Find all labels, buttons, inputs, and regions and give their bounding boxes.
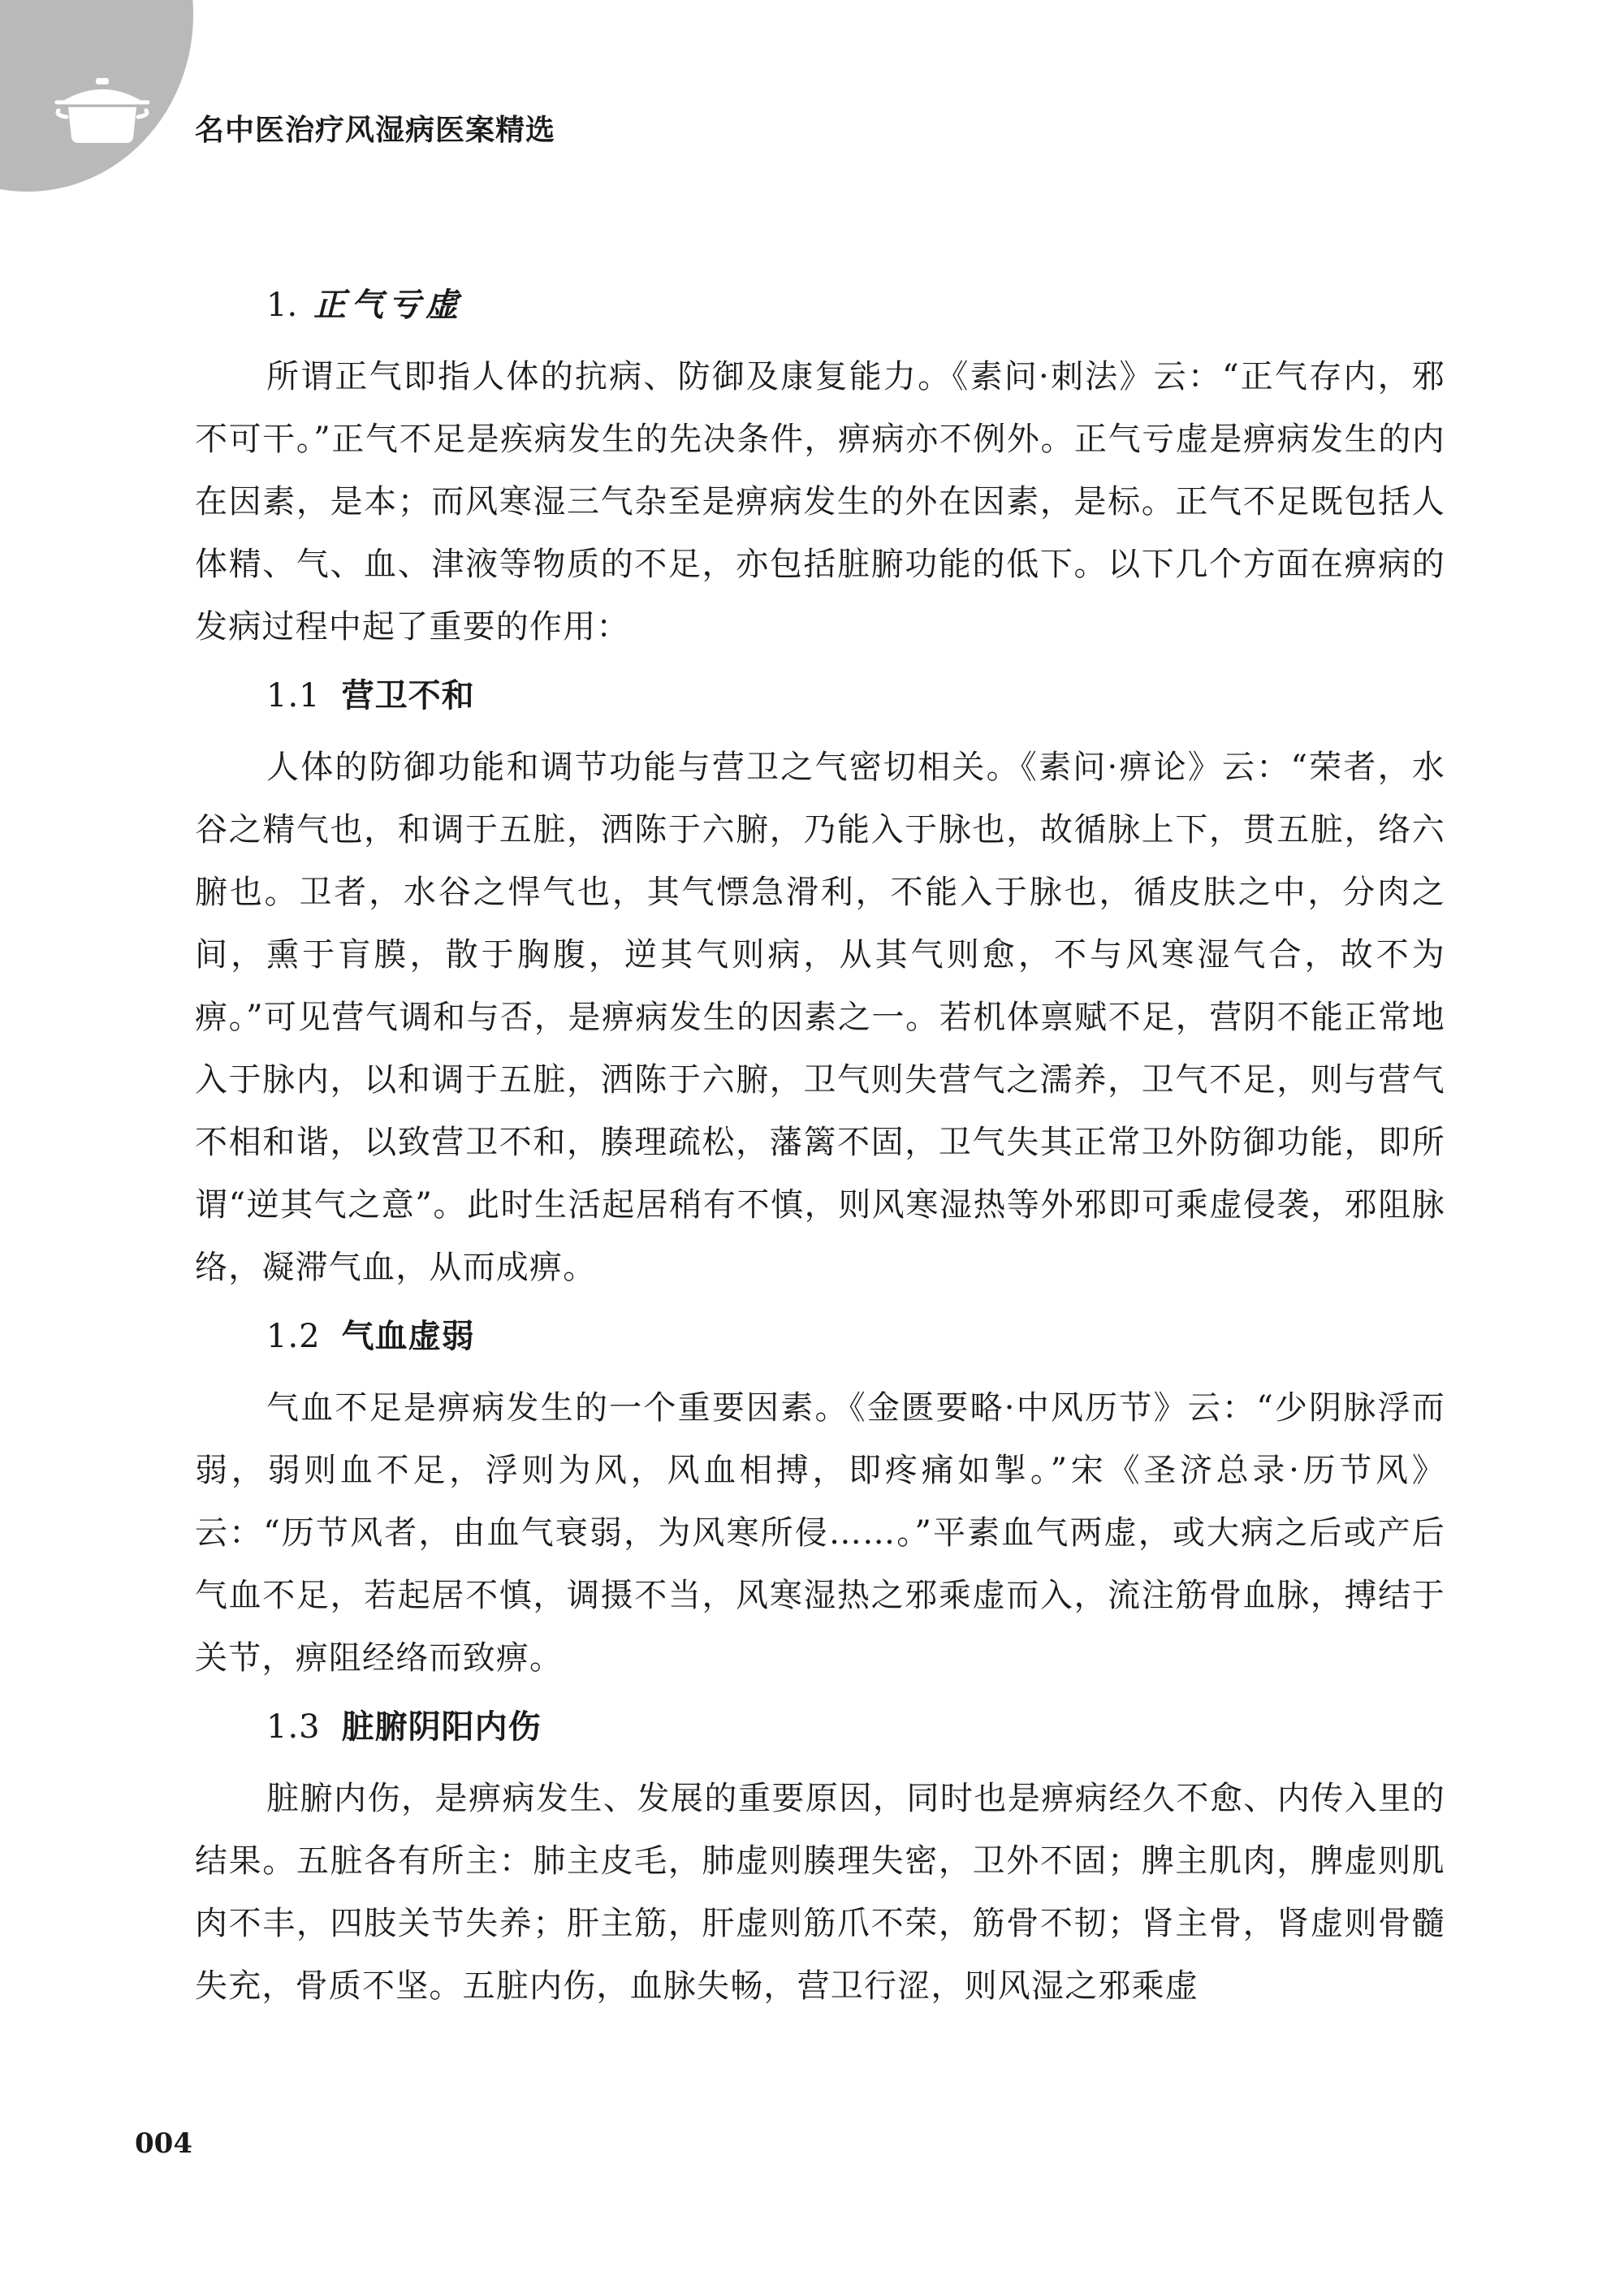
subsection-number: 1.2 bbox=[266, 1318, 321, 1355]
page-number: 004 bbox=[135, 2127, 192, 2160]
section-heading bbox=[195, 283, 1445, 328]
running-title: 名中医治疗风湿病医案精选 bbox=[195, 113, 556, 147]
subsection-paragraph-1-3: 脏腑内伤，是痹病发生、发展的重要原因，同时也是痹病经久不愈、内传入里的结果。五脏各有所主：肺主皮毛，肺虚则腠理失密，卫外不固；脾主肌肉，脾虚则肌肉不丰，四肢关节失养；肝主筋，肝虚则筋爪不荣，筋骨不韧；肾主骨，肾虚则骨髓失充，骨质不坚。五脏内伤，血脉失畅，营卫行涩，则风湿之邪乘虚 bbox=[195, 1780, 1445, 2005]
section-intro-paragraph: 所谓正气即指人体的抗病、防御及康复能力。《素问·刺法》云：“正气存内，邪不可干。”正气不足是疾病发生的先决条件，痹病亦不例外。正气亏虚是痹病发生的内在因素，是本；而风寒湿三气杂至是痹病发生的外在因素，是标。正气不足既包括人体精、气、血、津液等物质的不足，亦包括脏腑功能的低下。以下几个方面在痹病的发病过程中起了重要的作用： bbox=[195, 358, 1445, 646]
section-number: 1. bbox=[266, 287, 298, 324]
subsection-heading-1-3 bbox=[195, 1704, 1445, 1750]
section-title: 正气亏虚 bbox=[313, 286, 464, 324]
subsection-title: 营卫不和 bbox=[341, 677, 475, 715]
page-body bbox=[195, 283, 1445, 2032]
subsection-paragraph-1-1: 人体的防御功能和调节功能与营卫之气密切相关。《素问·痹论》云：“荣者，水谷之精气也，和调于五脏，洒陈于六腑，乃能入于脉也，故循脉上下，贯五脏，络六腑也。卫者，水谷之悍气也，其气慓急滑利，不能入于脉也，循皮肤之中，分肉之间，熏于肓膜，散于胸腹，逆其气则病，从其气则愈，不与风寒湿气合，故不为痹。”可见营气调和与否，是痹病发生的因素之一。若机体禀赋不足，营阴不能正常地入于脉内，以和调于五脏，洒陈于六腑，卫气则失营气之濡养，卫气不足，则与营气不相和谐，以致营卫不和，腠理疏松，藩篱不固，卫气失其正常卫外防御功能，即所谓“逆其气之意”。此时生活起居稍有不慎，则风寒湿热等外邪即可乘虚侵袭，邪阻脉络，凝滞气血，从而成痹。 bbox=[195, 749, 1445, 1286]
subsection-heading-1-1 bbox=[195, 673, 1445, 719]
subsection-title: 气血虚弱 bbox=[341, 1318, 475, 1355]
cooking-pot-icon bbox=[54, 73, 151, 146]
subsection-paragraph-1-2: 气血不足是痹病发生的一个重要因素。《金匮要略·中风历节》云：“少阴脉浮而弱，弱则血不足，浮则为风，风血相搏，即疼痛如掣。”宋《圣济总录·历节风》云：“历节风者，由血气衰弱，为风寒所侵……。”平素血气两虚，或大病之后或产后气血不足，若起居不慎，调摄不当，风寒湿热之邪乘虚而入，流注筋骨血脉，搏结于关节，痹阻经络而致痹。 bbox=[195, 1389, 1445, 1677]
subsection-heading-1-2 bbox=[195, 1314, 1445, 1359]
subsection-title: 脏腑阴阳内伤 bbox=[341, 1708, 542, 1746]
subsection-number: 1.1 bbox=[266, 677, 321, 715]
subsection-number: 1.3 bbox=[266, 1708, 321, 1746]
